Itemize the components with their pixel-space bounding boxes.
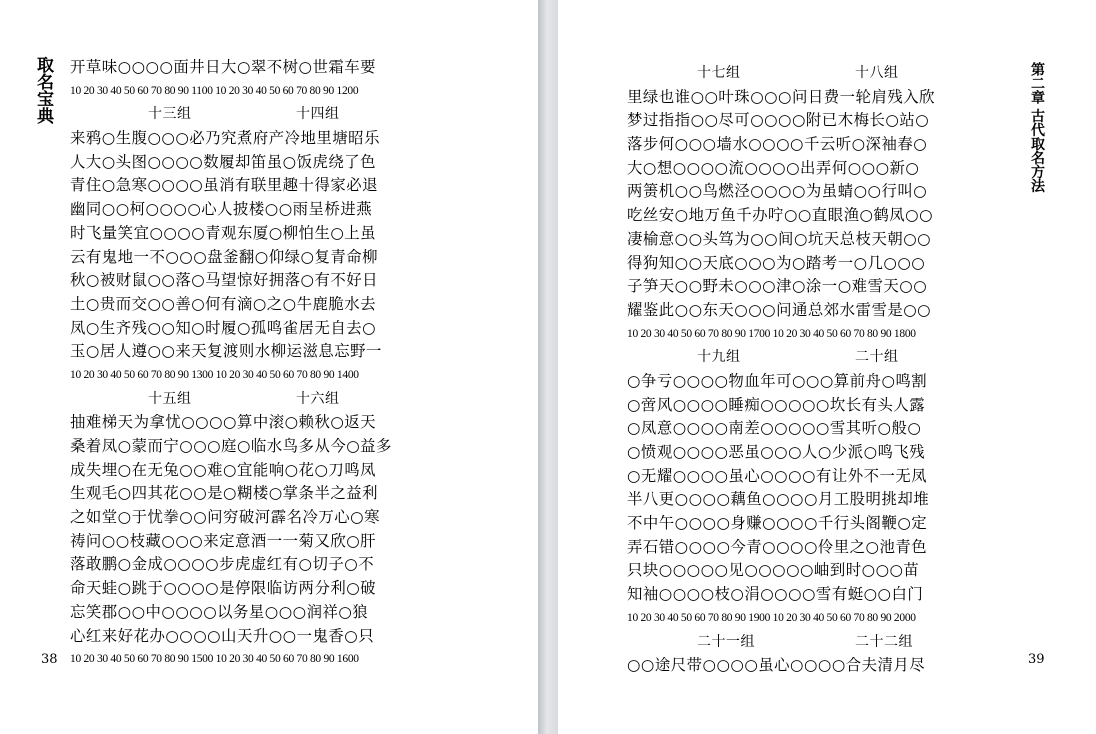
- group-label: 二十二组: [855, 633, 913, 650]
- character-row: 忘笑郡○○中○○○○以务星○○○润祥○狼: [70, 602, 369, 621]
- character-row: ○无耀○○○○虽心○○○○有让外不一无凤: [627, 466, 928, 485]
- character-row: 生观毛○四其花○○是○糊楼○掌条半之益利: [70, 484, 379, 503]
- left-text-grid: [70, 56, 462, 672]
- character-row: 土○贵而交○○善○何有滴○之○牛鹿脆水去: [70, 294, 377, 313]
- character-row: ○啻风○○○○睡痴○○○○○坎长有头人露: [627, 395, 926, 414]
- character-row: 开草味○○○○面井日大○翠不树○世霜车要: [70, 58, 377, 76]
- character-row: 梦过指指○○尽可○○○○附已木梅长○站○: [627, 111, 930, 130]
- character-row: ○争亏○○○○物血年可○○○算前舟○鸣割: [627, 371, 928, 390]
- group-label: 十七组: [697, 65, 741, 81]
- group-heading-row: [627, 62, 1019, 86]
- character-row: 吃丝安○地万鱼千办咛○○直眼渔○鹤凤○○: [627, 206, 934, 225]
- character-row: 祷问○○枝藏○○○来定意酒一一菊又欣○肝: [70, 531, 377, 550]
- character-row: 心红来好花办○○○○山天升○○一鬼香○只: [70, 626, 375, 645]
- character-row: ○○途尺带○○○○虽心○○○○合夫清月尽: [627, 656, 926, 675]
- character-row: 命天蛙○跳于○○○○是停限临访两分利○破: [70, 579, 377, 598]
- group-label: 二十组: [855, 349, 899, 366]
- group-label: 十八组: [855, 65, 899, 81]
- character-row: ○凤意○○○○南差○○○○○雪其听○般○: [627, 419, 922, 438]
- character-row: 凤○生齐残○○知○时履○孤鸣雀居无自去○: [70, 318, 377, 337]
- character-row: 抽难梯天为拿忧○○○○算中滚○赖秋○返天: [70, 413, 377, 432]
- right-page: [558, 0, 1096, 734]
- character-row: 只块○○○○○见○○○○○岫到时○○○苗: [627, 561, 920, 580]
- group-label: 十四组: [296, 106, 340, 123]
- group-label: 十九组: [697, 349, 741, 366]
- group-label: 十三组: [148, 106, 192, 123]
- character-row: 两箦机○○鸟燃泾○○○○为虽蜻○○行叫○: [627, 182, 928, 201]
- character-row: 落步何○○○墙水○○○○千云听○深袖春○: [627, 135, 928, 154]
- character-row: 得狗知○○天底○○○为○踏考一○几○○○: [627, 253, 926, 272]
- character-row: 之如堂○于忧拳○○问穷破河霹名冷万心○寒: [70, 508, 380, 527]
- character-row: 玉○居人遵○○来天复渡则水柳运滋息忘野一: [70, 342, 382, 361]
- character-row: ○愤观○○○○恶虽○○○人○少派○鸣飞残: [627, 443, 926, 461]
- group-heading-row: [70, 103, 462, 127]
- page-number-left: 38: [41, 652, 58, 667]
- character-row: 秋○被财鼠○○落○马望惊好拥落○有不好日: [70, 271, 379, 290]
- sidebar-chapter-title: 第二章 古代取名方法: [1029, 62, 1045, 193]
- character-row: 弄石错○○○○今青○○○○伶里之○池青色: [627, 537, 928, 556]
- character-row: 云有鬼地一不○○○盘釜翻○仰绿○复青命柳: [70, 247, 379, 266]
- character-row: 落敢鹏○金成○○○○步虎虚红有○切子○不: [70, 555, 375, 574]
- number-index-row: 10 20 30 40 50 60 70 80 90 1700 10 20 30 40 50 60 70 80 90 1800: [627, 327, 916, 340]
- group-heading-row: [627, 631, 1019, 655]
- right-text-grid: [627, 62, 1019, 678]
- number-index-row: 10 20 30 40 50 60 70 80 90 1100 10 20 30 40 50 60 70 80 90 1200: [70, 84, 359, 97]
- character-row: 耀鉴此○○东天○○○问通总郊水雷雪是○○: [627, 300, 932, 319]
- character-row: 青住○急寒○○○○虽消有联里趣十得家必退: [70, 176, 379, 195]
- group-label: 二十一组: [697, 633, 755, 650]
- number-index-row: 10 20 30 40 50 60 70 80 90 1900 10 20 30 40 50 60 70 80 90 2000: [627, 611, 916, 624]
- character-row: 成失埋○在无兔○○难○宜能响○花○刀鸣凤: [70, 460, 377, 479]
- character-row: 子笋天○○野未○○○津○涂一○难雪天○○: [627, 277, 928, 296]
- left-page: [0, 0, 538, 734]
- number-index-row: 10 20 30 40 50 60 70 80 90 1300 10 20 30 40 50 60 70 80 90 1400: [70, 368, 359, 381]
- character-row: 大○想○○○○流○○○○出弄何○○○新○: [627, 158, 920, 177]
- character-row: 里绿也谁○○叶珠○○○问日费一轮肩残入欣: [627, 87, 936, 106]
- character-row: 不中午○○○○身赚○○○○千行头阁鞭○定: [627, 514, 928, 533]
- character-row: 知袖○○○○枝○涓○○○○雪有蜓○○白门: [627, 585, 924, 604]
- character-row: 人大○头图○○○○数履却笛虽○饭虎绕了色: [70, 152, 377, 171]
- character-row: 半八更○○○○藕鱼○○○○月工股明挑却堆: [627, 490, 930, 509]
- character-row: 来鸦○生腹○○○必乃究煮府产冷地里塘昭乐: [70, 129, 380, 148]
- group-label: 十五组: [148, 390, 192, 407]
- page-gutter: [538, 0, 558, 734]
- group-label: 十六组: [296, 390, 340, 407]
- group-heading-row: [627, 346, 1019, 370]
- number-index-row: 10 20 30 40 50 60 70 80 90 1500 10 20 30 40 50 60 70 80 90 1600: [70, 653, 359, 666]
- group-heading-row: [70, 388, 462, 412]
- sidebar-book-title: 取名宝典: [33, 56, 53, 124]
- character-row: 桑着凤○蒙而宁○○○庭○临水鸟多从今○益多: [70, 437, 392, 455]
- character-row: 时飞量笑宜○○○○青观东厦○柳怕生○上虽: [70, 223, 377, 242]
- character-row: 幽同○○柯○○○○心人披楼○○雨呈桥进燕: [70, 200, 373, 219]
- character-row: 凄榆意○○头笃为○○间○坑天总枝天朝○○: [627, 229, 932, 248]
- page-number-right: 39: [1028, 652, 1045, 667]
